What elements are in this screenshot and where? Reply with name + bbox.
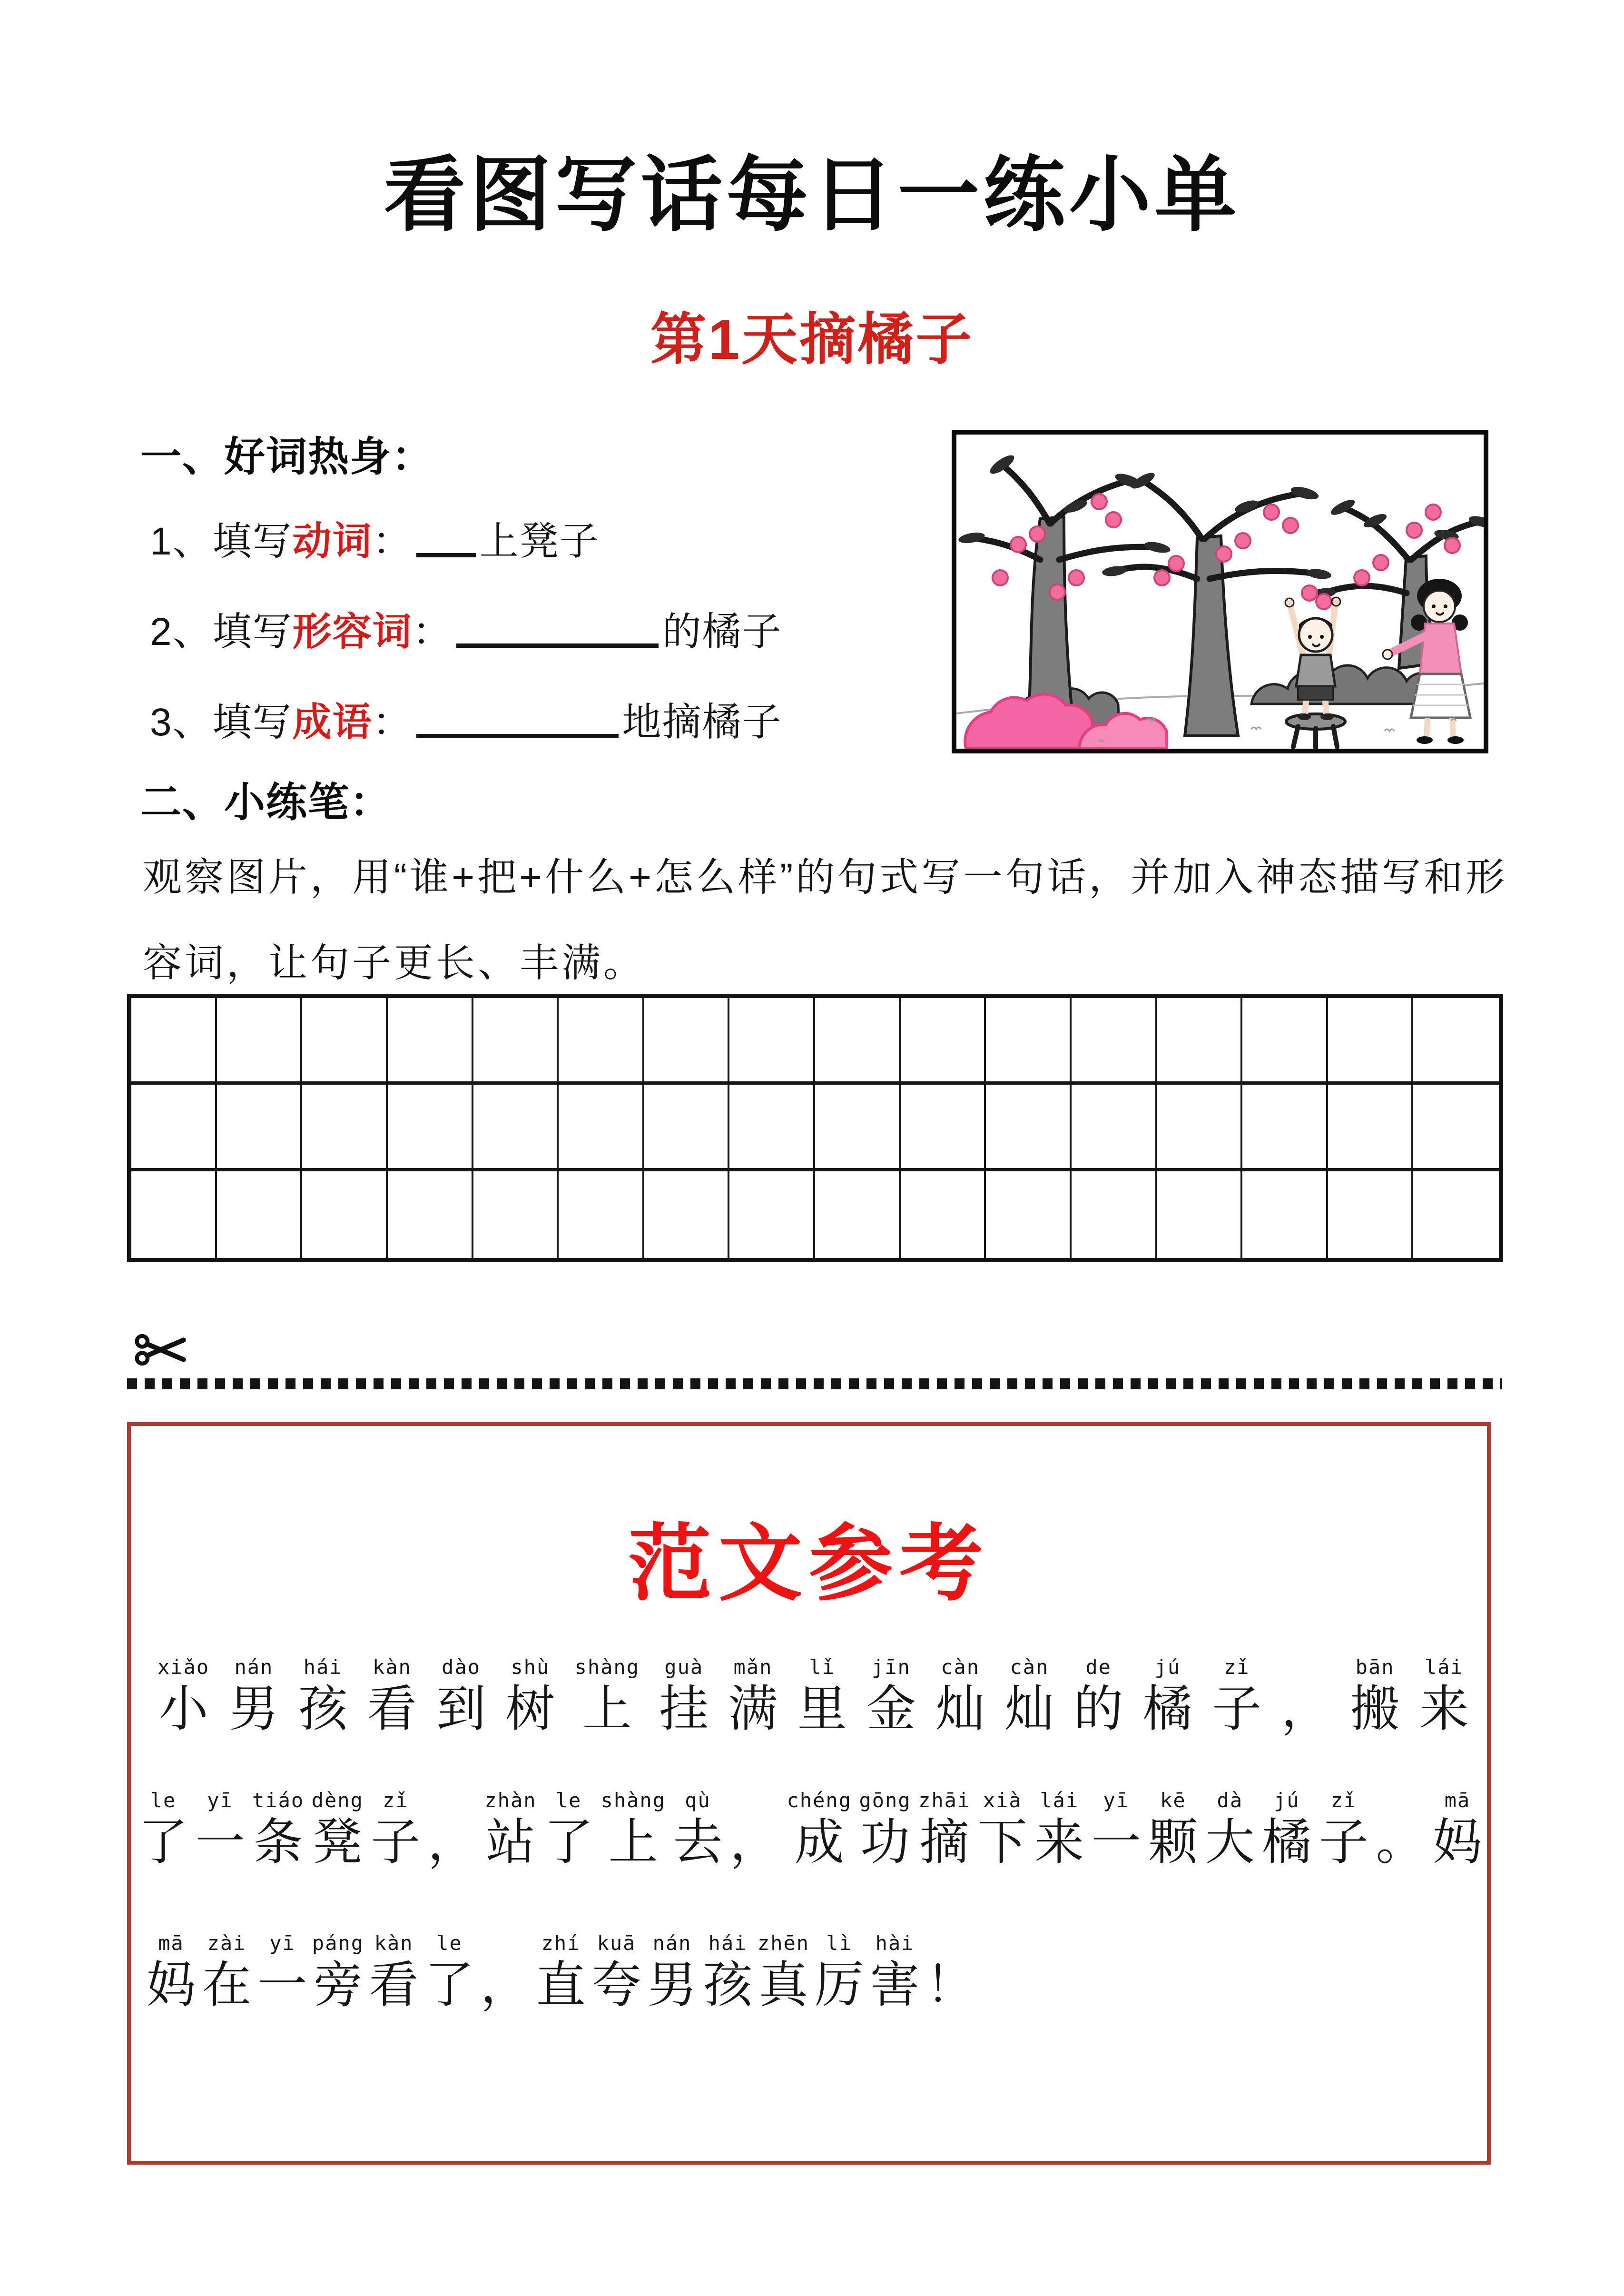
grid-cell[interactable] [1072, 998, 1157, 1085]
sample-char-cell [544, 1787, 593, 1870]
pinyin-label: shàng [600, 1789, 666, 1812]
hanzi-char: 来 [1034, 1815, 1084, 1870]
grid-cell[interactable] [217, 1085, 303, 1171]
warmup-heading: 一、好词热身： [140, 434, 433, 480]
grid-cell[interactable] [473, 998, 559, 1085]
grid-cell[interactable] [131, 1085, 217, 1171]
sample-char-cell [673, 1787, 722, 1870]
pinyin-label: dà [1217, 1789, 1243, 1812]
pinyin-label: yī [207, 1789, 233, 1812]
sample-essay-box [127, 1422, 1491, 2165]
hanzi-char: 金 [866, 1682, 916, 1737]
sample-char-cell [1419, 1653, 1469, 1737]
item-prefix: 填写 [212, 520, 293, 563]
sample-char-cell [505, 1653, 555, 1737]
sample-char-cell [1205, 1787, 1255, 1870]
pinyin-label: qù [685, 1789, 711, 1812]
item-keyword: 成语 [292, 701, 373, 744]
grid-cell[interactable] [986, 1171, 1072, 1258]
hanzi-char: 夸 [591, 1958, 641, 2013]
item-suffix: 地摘橘子 [622, 701, 782, 744]
sample-char-cell [1319, 1787, 1368, 1870]
grid-cell[interactable] [388, 998, 473, 1085]
hanzi-char: 里 [797, 1682, 847, 1737]
worksheet-illustration [952, 430, 1488, 753]
grid-cell[interactable] [217, 1171, 303, 1258]
grid-cell[interactable] [1328, 1085, 1414, 1171]
grid-cell[interactable] [1242, 1171, 1328, 1258]
pinyin-label: càn [1010, 1655, 1049, 1679]
grid-cell[interactable] [644, 998, 730, 1085]
hanzi-char: 树 [505, 1682, 555, 1737]
pinyin-label: lì [826, 1931, 852, 1955]
sample-char-cell [1350, 1653, 1400, 1737]
pinyin-label: zhēn [757, 1931, 810, 1955]
sample-char-cell [728, 1653, 778, 1737]
grid-cell[interactable] [901, 1171, 986, 1258]
pinyin-label: zǐ [1223, 1655, 1250, 1679]
hanzi-char: 子 [1319, 1815, 1368, 1870]
sample-char-cell [157, 1653, 209, 1737]
sample-char-cell [859, 1787, 911, 1870]
grid-cell[interactable] [388, 1171, 473, 1258]
instruction-line-2: 容词，让句子更长、丰满。 [143, 941, 646, 985]
hanzi-char: 。 [1376, 1815, 1426, 1870]
sample-char-cell [310, 1930, 366, 2013]
pinyin-label: shù [511, 1655, 550, 1679]
sample-char-cell [1281, 1653, 1330, 1737]
hanzi-char: 灿 [1004, 1682, 1054, 1737]
hanzi-char: 厉 [814, 1958, 864, 2013]
warmup-item-2 [150, 601, 782, 656]
hanzi-char: 子 [1212, 1682, 1262, 1737]
hanzi-char: 功 [860, 1815, 910, 1870]
pinyin-label: chéng [787, 1789, 852, 1812]
grid-cell[interactable] [302, 1171, 388, 1258]
grid-cell[interactable] [1328, 1171, 1414, 1258]
page-title: 看图写话每日一练小单 [384, 149, 1240, 241]
grid-cell[interactable] [815, 998, 901, 1085]
hanzi-char: 一 [195, 1815, 245, 1870]
sample-char-cell [422, 1930, 477, 2013]
grid-cell[interactable] [473, 1171, 559, 1258]
pinyin-label: zhāi [918, 1789, 971, 1812]
sample-char-cell [1262, 1787, 1311, 1870]
pinyin-label: kàn [374, 1931, 413, 1955]
sample-char-cell [787, 1787, 852, 1870]
hanzi-char: 条 [253, 1815, 303, 1870]
pinyin-label: dào [442, 1655, 481, 1679]
hanzi-char: 成 [794, 1815, 844, 1870]
pinyin-label: càn [941, 1655, 980, 1679]
sample-char-cell [601, 1787, 666, 1870]
pinyin-label: kàn [372, 1655, 412, 1679]
page-subtitle: 第1天摘橘子 [650, 308, 974, 371]
hanzi-char: 了 [138, 1815, 188, 1870]
hanzi-char: 子 [371, 1815, 421, 1870]
sample-title: 范文参考 [628, 1517, 990, 1611]
pinyin-label: jú [1154, 1655, 1181, 1679]
sample-line-1 [157, 1653, 1469, 1737]
grid-cell[interactable] [1157, 1171, 1243, 1258]
grid-cell[interactable] [644, 1085, 730, 1171]
sample-char-cell [252, 1787, 304, 1870]
item-suffix: 上凳子 [479, 520, 600, 563]
sample-char-cell [866, 1653, 916, 1737]
hanzi-char: 男 [229, 1682, 279, 1737]
grid-cell[interactable] [729, 1171, 815, 1258]
grid-cell[interactable] [388, 1085, 473, 1171]
fill-blank[interactable] [456, 609, 659, 648]
sample-char-cell [1376, 1787, 1425, 1870]
grid-cell[interactable] [1157, 998, 1243, 1085]
sample-char-cell [1143, 1653, 1192, 1737]
hanzi-char: 去 [673, 1815, 723, 1870]
sample-char-cell [1433, 1787, 1482, 1870]
grid-cell[interactable] [815, 1085, 901, 1171]
grid-cell[interactable] [473, 1085, 559, 1171]
sample-char-cell [811, 1930, 867, 2013]
hanzi-char: 橘 [1262, 1815, 1312, 1870]
sample-char-cell [1092, 1787, 1141, 1870]
pinyin-label: nán [652, 1931, 692, 1955]
pinyin-label: xiǎo [157, 1655, 210, 1679]
hanzi-char: 孩 [298, 1682, 348, 1737]
pinyin-label: páng [312, 1931, 364, 1955]
item-keyword: 形容词 [292, 610, 413, 653]
sample-char-cell [730, 1787, 779, 1870]
item-suffix: 的橘子 [662, 610, 782, 653]
pinyin-label: de [1085, 1655, 1112, 1679]
hanzi-char: 上 [582, 1682, 632, 1737]
hanzi-char: ！ [925, 1958, 975, 2013]
pinyin-label: dèng [311, 1789, 364, 1812]
pinyin-label: kuā [597, 1931, 636, 1955]
pinyin-label: yī [269, 1931, 295, 1955]
grid-cell[interactable] [131, 998, 217, 1085]
hanzi-char: 小 [158, 1682, 208, 1737]
item-prefix: 填写 [212, 610, 293, 653]
pinyin-label: jú [1274, 1789, 1300, 1812]
pinyin-label: shàng [574, 1655, 640, 1679]
sample-char-cell [484, 1787, 536, 1870]
hanzi-char: 橘 [1142, 1682, 1192, 1737]
hanzi-char: 旁 [313, 1958, 363, 2013]
sample-line-3 [143, 1930, 1038, 2013]
hanzi-char: ， [730, 1815, 780, 1870]
sample-char-cell [1004, 1653, 1054, 1737]
fill-blank[interactable] [416, 519, 476, 557]
sample-char-cell [1034, 1787, 1084, 1870]
sample-char-cell [978, 1787, 1027, 1870]
hanzi-char: 了 [544, 1815, 594, 1870]
grid-cell[interactable] [729, 1085, 815, 1171]
pinyin-label: bān [1355, 1655, 1395, 1679]
pinyin-label: zài [207, 1931, 246, 1955]
grid-cell[interactable] [1157, 1085, 1243, 1171]
pinyin-label: kē [1160, 1789, 1186, 1812]
pinyin-label: le [436, 1931, 463, 1955]
grid-cell[interactable] [302, 998, 388, 1085]
hanzi-char: 颗 [1148, 1815, 1198, 1870]
sample-char-cell [1074, 1653, 1123, 1737]
sample-char-cell [756, 1930, 811, 2013]
sample-line-2 [138, 1787, 1482, 1870]
sample-char-cell [143, 1930, 199, 2013]
sample-char-cell [918, 1787, 970, 1870]
item-number: 1、 [150, 520, 213, 563]
item-keyword: 动词 [292, 520, 373, 563]
instruction-line-1: 观察图片，用“谁+把+什么+怎么样”的句式写一句话，并加入神态描写和形 [143, 856, 1508, 899]
sample-char-cell [533, 1930, 589, 2013]
grid-cell[interactable] [986, 998, 1072, 1085]
pinyin-label: mǎn [733, 1655, 773, 1679]
sample-char-cell [1148, 1787, 1198, 1870]
hanzi-char: 凳 [313, 1815, 363, 1870]
grid-cell[interactable] [729, 998, 815, 1085]
hanzi-char: 了 [424, 1958, 474, 2013]
practice-heading: 二、小练笔： [140, 780, 392, 825]
hanzi-char: 挂 [659, 1682, 709, 1737]
sample-char-cell [935, 1653, 985, 1737]
sample-char-cell [229, 1653, 278, 1737]
pinyin-label: zǐ [1330, 1789, 1357, 1812]
pinyin-label: nán [234, 1655, 274, 1679]
hanzi-char: ， [427, 1815, 477, 1870]
sample-char-cell [589, 1930, 644, 2013]
sample-char-cell [644, 1930, 700, 2013]
grid-cell[interactable] [131, 1171, 217, 1258]
pinyin-label: guà [664, 1655, 704, 1679]
sample-char-cell [255, 1930, 310, 2013]
grid-cell[interactable] [1413, 1085, 1499, 1171]
hanzi-char: 一 [1091, 1815, 1141, 1870]
grid-cell[interactable] [559, 1085, 644, 1171]
pinyin-label: zhàn [484, 1789, 537, 1812]
grid-cell[interactable] [1413, 998, 1499, 1085]
hanzi-char: 站 [485, 1815, 535, 1870]
item-prefix: 填写 [212, 701, 293, 744]
grid-cell[interactable] [559, 1171, 644, 1258]
grid-cell[interactable] [644, 1171, 730, 1258]
hanzi-char: 一 [257, 1958, 307, 2013]
grid-cell[interactable] [815, 1171, 901, 1258]
sample-char-cell [428, 1787, 477, 1870]
writing-grid[interactable] [127, 994, 1503, 1262]
grid-cell[interactable] [986, 1085, 1072, 1171]
pinyin-label: hài [875, 1931, 915, 1955]
sample-char-cell [298, 1653, 348, 1737]
sample-char-cell [138, 1787, 188, 1870]
hanzi-char: 灿 [935, 1682, 985, 1737]
grid-cell[interactable] [559, 998, 644, 1085]
sample-char-cell [477, 1930, 533, 2013]
item-colon: ： [372, 520, 413, 563]
pinyin-label: lǐ [809, 1655, 835, 1679]
grid-cell[interactable] [1242, 998, 1328, 1085]
sample-char-cell [659, 1653, 709, 1737]
fill-blank[interactable] [416, 700, 619, 738]
grid-cell[interactable] [901, 998, 986, 1085]
hanzi-char: 到 [436, 1682, 486, 1737]
sample-char-cell [923, 1930, 978, 2013]
sample-char-cell [199, 1930, 255, 2013]
hanzi-char: 在 [202, 1958, 252, 2013]
hanzi-char: 下 [977, 1815, 1027, 1870]
hanzi-char: 男 [647, 1958, 697, 2013]
pinyin-label: mā [158, 1931, 184, 1955]
grid-cell[interactable] [901, 1085, 986, 1171]
warmup-item-1 [150, 510, 600, 566]
pinyin-label: hái [708, 1931, 748, 1955]
pinyin-label: lái [1424, 1655, 1464, 1679]
pinyin-label: zhí [541, 1931, 581, 1955]
hanzi-char: 摘 [919, 1815, 969, 1870]
hanzi-char: 妈 [146, 1958, 196, 2013]
hanzi-char: 来 [1419, 1682, 1469, 1737]
grid-cell[interactable] [1072, 1171, 1157, 1258]
grid-cell[interactable] [302, 1085, 388, 1171]
hanzi-char: 的 [1073, 1682, 1123, 1737]
grid-cell[interactable] [1242, 1085, 1328, 1171]
pinyin-label: tiáo [252, 1789, 305, 1812]
grid-cell[interactable] [1328, 998, 1414, 1085]
sample-char-cell [700, 1930, 756, 2013]
item-colon: ： [412, 610, 453, 653]
pinyin-label: gōng [859, 1789, 911, 1812]
pinyin-label: lái [1040, 1789, 1079, 1812]
sample-char-cell [366, 1930, 422, 2013]
pinyin-label: le [150, 1789, 177, 1812]
hanzi-char: 满 [728, 1682, 778, 1737]
sample-char-cell [371, 1787, 420, 1870]
pinyin-label: jīn [871, 1655, 911, 1679]
pinyin-label: yī [1103, 1789, 1130, 1812]
hanzi-char: 大 [1205, 1815, 1255, 1870]
sample-char-cell [436, 1653, 486, 1737]
pinyin-label: le [555, 1789, 582, 1812]
sample-char-cell [867, 1930, 923, 2013]
hanzi-char: 害 [870, 1958, 920, 2013]
item-number: 3、 [150, 701, 213, 744]
pinyin-label: xià [983, 1789, 1022, 1812]
pinyin-label: hái [303, 1655, 343, 1679]
hanzi-char: 真 [758, 1958, 808, 2013]
pinyin-label: zǐ [383, 1789, 409, 1812]
hanzi-char: 妈 [1432, 1815, 1482, 1870]
hanzi-char: 看 [367, 1682, 417, 1737]
hanzi-char: 看 [369, 1958, 419, 2013]
hanzi-char: 孩 [703, 1958, 753, 2013]
sample-char-cell [1212, 1653, 1261, 1737]
hanzi-char: 直 [536, 1958, 586, 2013]
hanzi-char: ， [1281, 1682, 1331, 1737]
grid-cell[interactable] [217, 998, 303, 1085]
warmup-item-3 [150, 691, 782, 747]
hanzi-char: 上 [608, 1815, 658, 1870]
cut-dashed-line [127, 1378, 1502, 1389]
item-number: 2、 [150, 610, 213, 653]
pinyin-label: mā [1444, 1789, 1471, 1812]
sample-char-cell [797, 1653, 847, 1737]
sample-char-cell [367, 1653, 417, 1737]
item-colon: ： [372, 701, 413, 744]
hanzi-char: ， [480, 1958, 530, 2013]
scissors-icon [135, 1332, 188, 1368]
sample-char-cell [196, 1787, 245, 1870]
sample-char-cell [312, 1787, 364, 1870]
sample-char-cell [575, 1653, 640, 1737]
hanzi-char: 搬 [1350, 1682, 1400, 1737]
grid-cell[interactable] [1413, 1171, 1499, 1258]
grid-cell[interactable] [1072, 1085, 1157, 1171]
